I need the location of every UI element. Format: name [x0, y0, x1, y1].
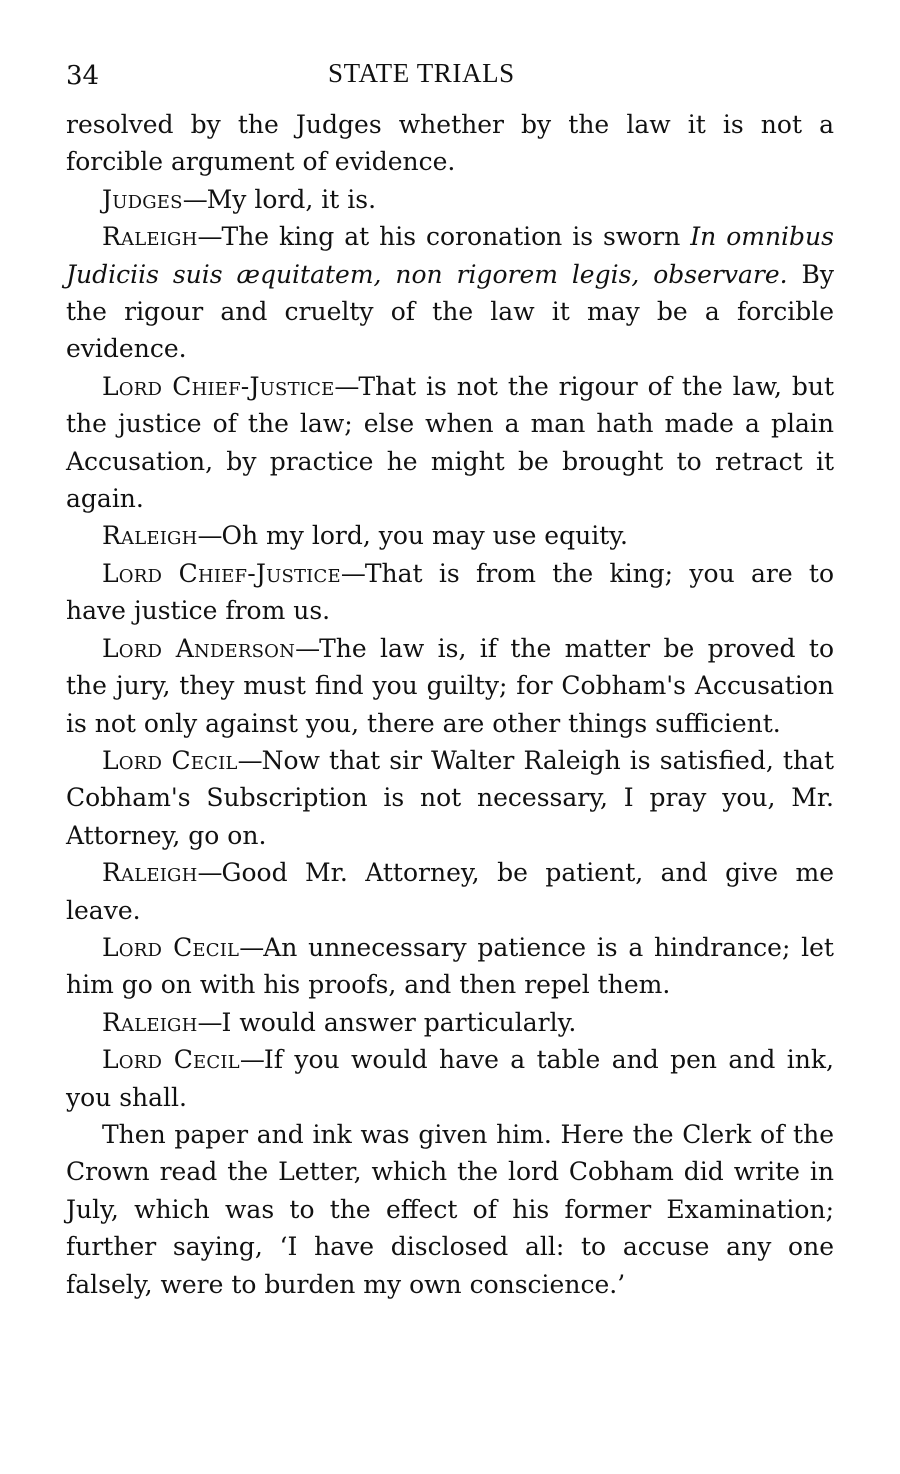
em-dash: —: [182, 184, 207, 214]
em-dash: —: [340, 558, 365, 588]
em-dash: —: [197, 521, 222, 551]
running-head: STATE TRIALS: [328, 58, 515, 88]
speaker-name: Lord Cecil: [102, 1045, 240, 1075]
dialogue-judges: [66, 181, 834, 218]
dialogue-raleigh: [66, 1004, 834, 1041]
speech-text: Good Mr. Attorney, be patient, and give me leave.: [66, 858, 834, 925]
dialogue-lord-anderson: [66, 630, 834, 742]
em-dash: —: [334, 371, 359, 401]
em-dash: —: [237, 745, 262, 775]
dialogue-lord-cecil: [66, 1041, 834, 1116]
em-dash: —: [197, 1007, 222, 1037]
speech-text: My lord, it is.: [206, 184, 377, 214]
speaker-name: Raleigh: [102, 1007, 198, 1037]
narrative-paragraph: [66, 1116, 834, 1303]
speaker-name: Raleigh: [102, 222, 198, 252]
book-page: [66, 48, 834, 1303]
speaker-name: Lord Anderson: [102, 633, 296, 663]
speech-text: If you would have a table and pen and ink, you shall.: [66, 1045, 834, 1112]
speaker-name: Lord Chief-Justice: [102, 371, 335, 401]
speaker-name: Lord Cecil: [102, 745, 238, 775]
dialogue-lord-cecil: [66, 742, 834, 854]
em-dash: —: [197, 222, 222, 252]
speech-text: I would answer particularly.: [221, 1007, 577, 1037]
latin-quotation: In omnibus Judiciis suis æquitatem, non rigorem legis, observare.: [66, 222, 834, 289]
dialogue-raleigh: [66, 854, 834, 929]
dialogue-raleigh: [66, 517, 834, 554]
dialogue-lord-cecil: [66, 929, 834, 1004]
paragraph-text: Then paper and ink was given him. Here the Clerk of the Crown read the Letter, which the lord Cobham did write in July, which was to the effect of his former Examination; further saying, ‘I have disclosed all: to accuse any one falsely, were to burden my own conscience.’: [66, 1119, 834, 1299]
page-body: [66, 106, 834, 1303]
paragraph-text: resolved by the Judges whether by the law it is not a forcible argument of evidence.: [66, 110, 834, 177]
speaker-name: Judges: [102, 184, 183, 214]
speaker-name: Raleigh: [102, 858, 198, 888]
em-dash: —: [239, 1045, 264, 1075]
speaker-name: Lord Cecil: [102, 932, 240, 962]
page-number: 34: [66, 61, 100, 91]
speaker-name: Lord Chief-Justice: [102, 558, 341, 588]
dialogue-lord-chief-justice: [66, 555, 834, 630]
speech-text: An unnecessary patience is a hindrance; let him go on with his proofs, and then repel them.: [66, 932, 834, 1000]
speech-text: Oh my lord, you may use equity.: [221, 521, 628, 551]
speech-text: The law is, if the matter be proved to the jury, they must find you guilty; for Cobham's Accusation is not only against you, there are other things sufficient.: [66, 633, 834, 738]
speech-text: That is not the rigour of the law, but the justice of the law; else when a man hath made a plain Accusation, by practice he might be brought to retract it again.: [66, 371, 835, 514]
speaker-name: Raleigh: [102, 521, 198, 551]
page-header: [66, 48, 834, 100]
em-dash: —: [295, 633, 320, 663]
speech-text: That is from the king; you are to have justice from us.: [66, 558, 835, 626]
em-dash: —: [239, 932, 264, 962]
speech-text: Now that sir Walter Raleigh is satisfied, that Cobham's Subscription is not necessary, I pray you, Mr. Attorney, go on.: [66, 745, 834, 850]
em-dash: —: [197, 858, 222, 888]
paragraph-continuation: [66, 106, 834, 181]
speech-text: The king at his coronation is sworn: [221, 222, 691, 252]
speech-text-continued: By the rigour and cruelty of the law it may be a forcible evidence.: [66, 259, 834, 364]
dialogue-lord-chief-justice: [66, 368, 834, 518]
dialogue-raleigh: [66, 218, 834, 368]
